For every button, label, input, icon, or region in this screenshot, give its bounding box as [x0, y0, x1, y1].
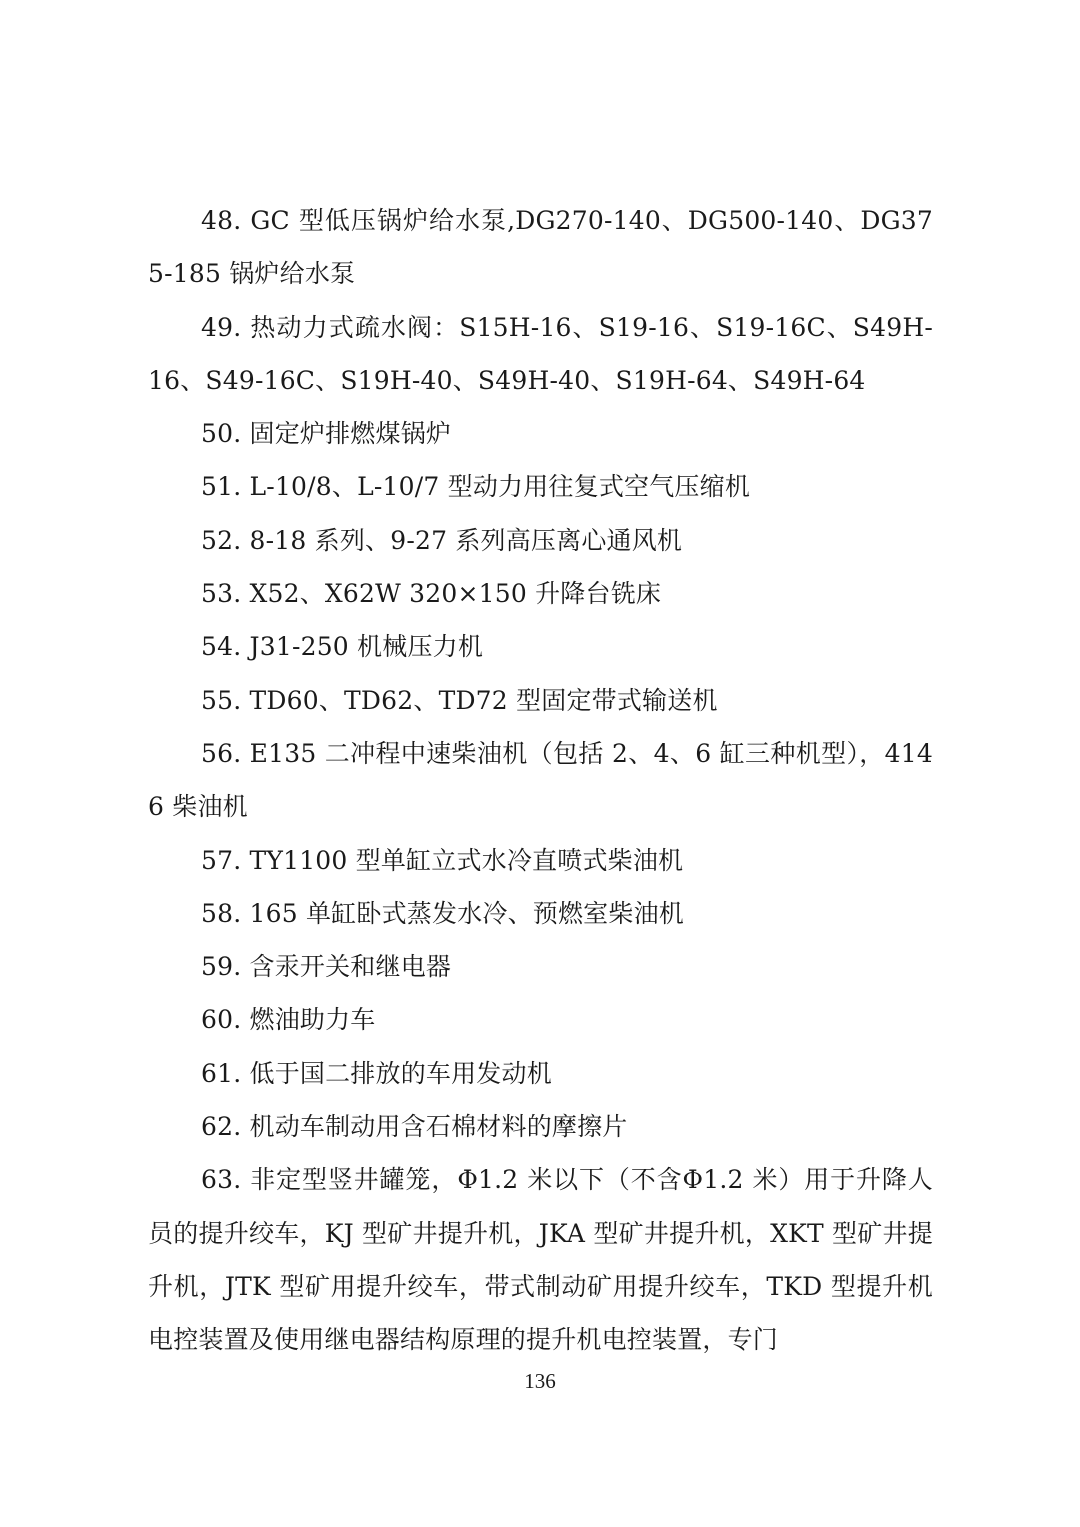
list-item: 55. TD60、TD62、TD72 型固定带式输送机 [201, 685, 718, 715]
page-number: 136 [524, 1369, 556, 1393]
list-item: 52. 8-18 系列、9-27 系列高压离心通风机 [201, 525, 683, 555]
list-item: 51. L-10/8、L-10/7 型动力用往复式空气压缩机 [201, 472, 751, 502]
list-item: 58. 165 单缸卧式蒸发水冷、预燃室柴油机 [201, 898, 684, 928]
list-item: 50. 固定炉排燃煤锅炉 [201, 419, 452, 449]
list-item: 59. 含汞开关和继电器 [201, 952, 452, 982]
list-item: 63. 非定型竖井罐笼，Φ1.2 米以下（不含Φ1.2 米）用于升降人员的提升绞车，KJ 型矿井提升机，JKA 型矿井提升机，XKT 型矿井提升机，JTK 型矿用提升绞车，带式制动矿用提升绞车，TKD 型提升机电控装置及使用继电器结构原理的提升机电控装置，专门 [148, 1165, 933, 1355]
list-item: 56. E135 二冲程中速柴油机（包括 2、4、6 缸三种机型），4146 柴油机 [148, 738, 933, 822]
list-item: 62. 机动车制动用含石棉材料的摩擦片 [201, 1112, 628, 1142]
list-item: 61. 低于国二排放的车用发动机 [201, 1058, 552, 1088]
list-item: 60. 燃油助力车 [201, 1005, 376, 1035]
list-item: 54. J31-250 机械压力机 [201, 632, 484, 662]
document-body [148, 194, 933, 1367]
list-item: 53. X52、X62W 320×150 升降台铣床 [201, 579, 662, 609]
list-item: 57. TY1100 型单缸立式水冷直喷式柴油机 [201, 845, 684, 875]
list-item: 49. 热动力式疏水阀：S15H-16、S19-16、S19-16C、S49H-16、S49-16C、S19H-40、S49H-40、S19H-64、S49H-64 [148, 312, 933, 395]
list-item: 48. GC 型低压锅炉给水泵,DG270-140、DG500-140、DG375-185 锅炉给水泵 [148, 206, 933, 289]
